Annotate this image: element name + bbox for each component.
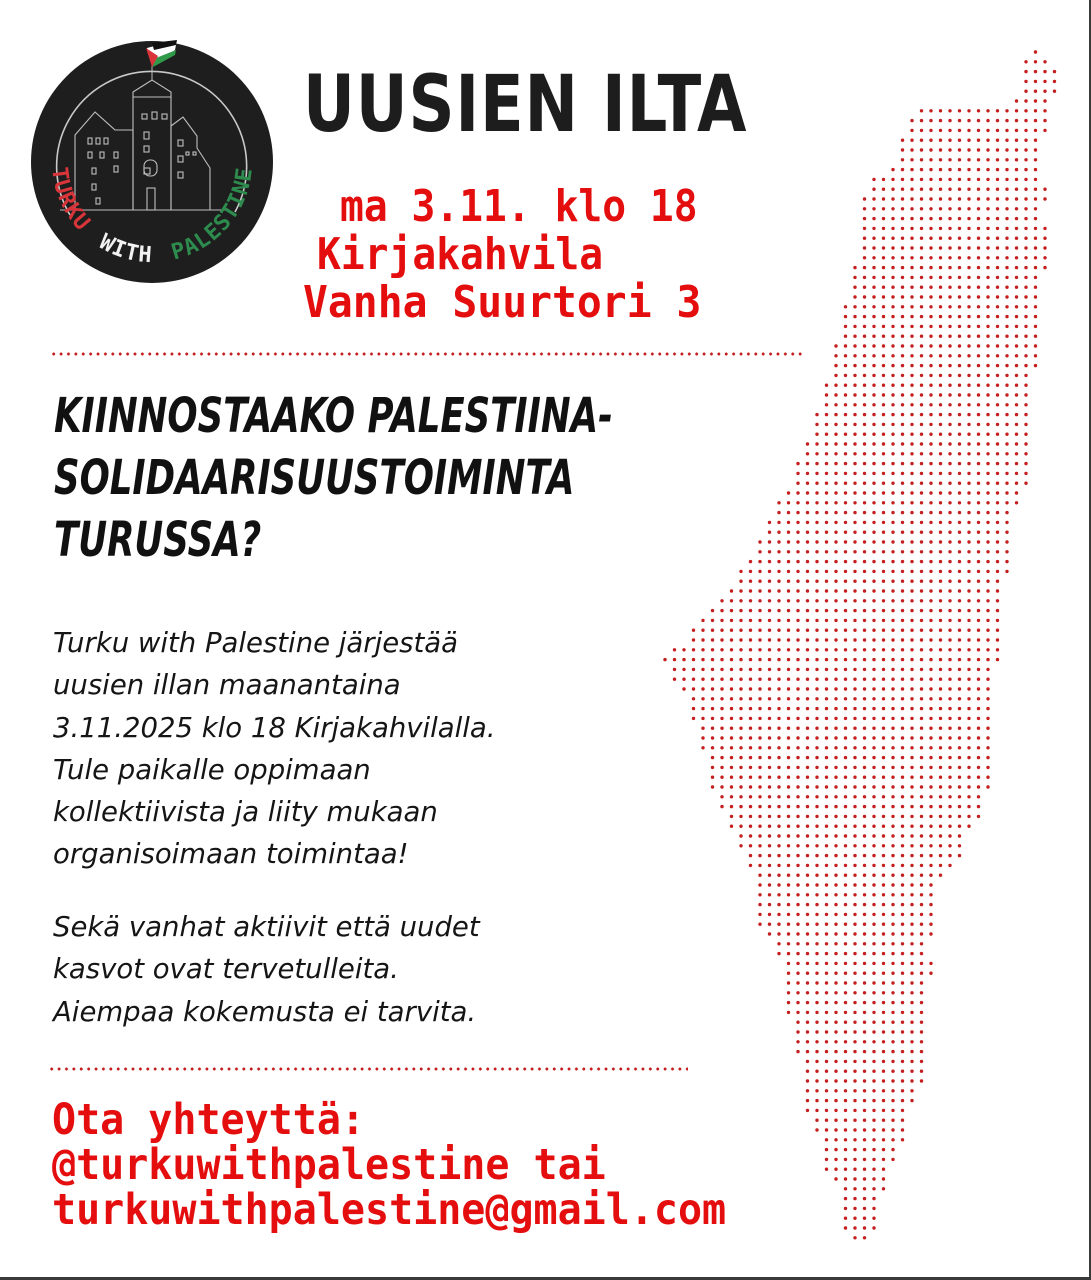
paragraph-line: Tule paikalle oppimaan [53, 753, 371, 786]
paragraph-line: 3.11.2025 klo 18 Kirjakahvilalla. [53, 711, 496, 744]
logo-text-with: WITH [94, 229, 154, 269]
logo-text-turku: TURKU [45, 165, 95, 237]
instagram-handle[interactable]: @turkuwithpalestine tai [52, 1140, 606, 1190]
paragraph-line: uusien illan maanantaina [53, 669, 401, 702]
paragraph-line: Turku with Palestine järjestää [53, 627, 458, 659]
logo-text-palestine: PALESTINE [168, 165, 259, 266]
headline-line: TURUSSA? [54, 512, 262, 568]
headline-line: KIINNOSTAAKO PALESTIINA- [54, 388, 613, 444]
paragraph-line: kollektiivista ja liity mukaan [53, 796, 438, 829]
headline-line: SOLIDAARISUUSTOIMINTA [54, 450, 575, 506]
contact-label: Ota yhteyttä: [52, 1095, 365, 1145]
paragraph-line: kasvot ovat tervetulleita. [53, 953, 399, 986]
paragraph-line: Aiempaa kokemusta ei tarvita. [53, 995, 477, 1028]
event-title: UUSIEN ILTA [303, 60, 748, 150]
event-address: Vanha Suurtori 3 [303, 277, 702, 328]
paragraph-line: Sekä vanhat aktiivit että uudet [53, 911, 480, 943]
paragraph-line: organisoimaan toimintaa! [53, 838, 409, 871]
contact-email[interactable]: turkuwithpalestine@gmail.com [52, 1185, 727, 1235]
event-date-time: ma 3.11. klo 18 [340, 181, 698, 232]
event-venue: Kirjakahvila [317, 229, 604, 280]
